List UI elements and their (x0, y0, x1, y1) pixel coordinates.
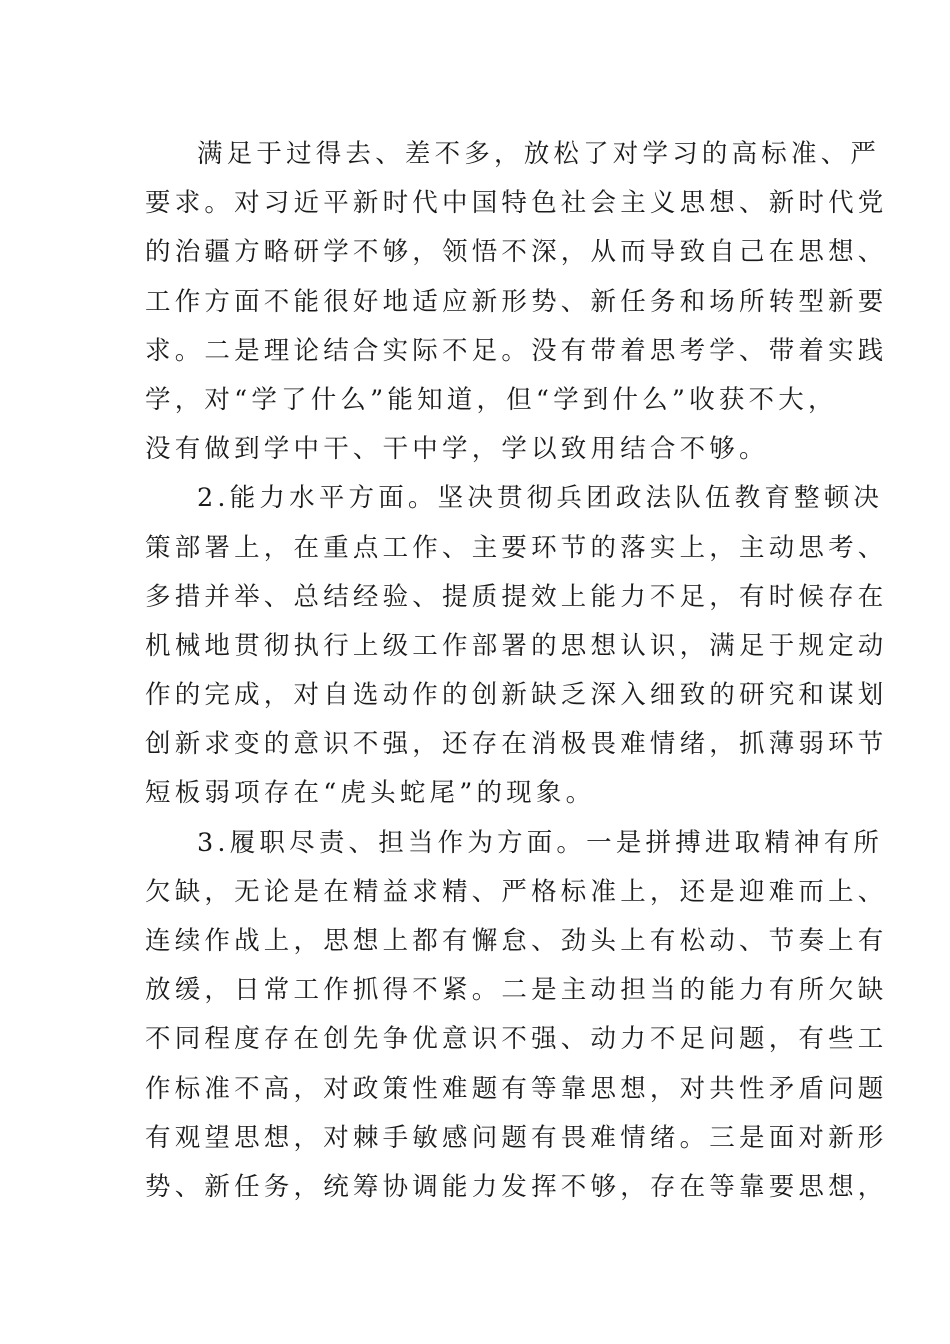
text-line: 求。二是理论结合实际不足。没有带着思考学、带着实践 (145, 335, 888, 366)
document-body (145, 130, 888, 1212)
text-line: 要求。对习近平新时代中国特色社会主义思想、新时代党 (145, 188, 888, 219)
text-line: 势、新任务，统筹协调能力发挥不够，存在等靠要思想， (145, 1171, 888, 1202)
text-line: 放缓，日常工作抓得不紧。二是主动担当的能力有所欠缺 (145, 975, 888, 1006)
text-line: 2.能力水平方面。坚决贯彻兵团政法队伍教育整顿决 (197, 483, 884, 514)
paragraph-study (145, 130, 888, 474)
text-line: 连续作战上，思想上都有懈怠、劲头上有松动、节奏上有 (145, 926, 888, 956)
paragraph-ability (145, 474, 888, 818)
text-line: 有观望思想，对棘手敏感问题有畏难情绪。三是面对新形 (145, 1122, 888, 1153)
text-line: 满足于过得去、差不多，放松了对学习的高标准、严 (197, 139, 881, 169)
text-line: 的治疆方略研学不够，领悟不深，从而导致自己在思想、 (145, 237, 888, 268)
text-line: 创新求变的意识不强，还存在消极畏难情绪，抓薄弱环节 (145, 729, 888, 760)
text-line: 工作方面不能很好地适应新形势、新任务和场所转型新要 (145, 286, 888, 317)
text-line: 没有做到学中干、干中学，学以致用结合不够。 (145, 434, 769, 465)
text-line: 3.履职尽责、担当作为方面。一是拼搏进取精神有所 (197, 827, 884, 858)
text-line: 作的完成，对自选动作的创新缺乏深入细致的研究和谋划 (145, 680, 888, 711)
text-line: 不同程度存在创先争优意识不强、动力不足问题，有些工 (145, 1024, 888, 1055)
text-line: 欠缺，无论是在精益求精、严格标准上，还是迎难而上、 (145, 876, 888, 907)
text-line: 多措并举、总结经验、提质提效上能力不足，有时候存在 (145, 581, 888, 612)
paragraph-duty (145, 819, 888, 1213)
text-line: 策部署上，在重点工作、主要环节的落实上，主动思考、 (145, 532, 888, 563)
text-line: 学，对“学了什么”能知道，但“学到什么”收获不大， (145, 384, 838, 415)
text-line: 短板弱项存在“虎头蛇尾”的现象。 (145, 778, 596, 809)
text-line: 机械地贯彻执行上级工作部署的思想认识，满足于规定动 (145, 630, 888, 661)
text-line: 作标准不高，对政策性难题有等靠思想，对共性矛盾问题 (145, 1073, 888, 1104)
